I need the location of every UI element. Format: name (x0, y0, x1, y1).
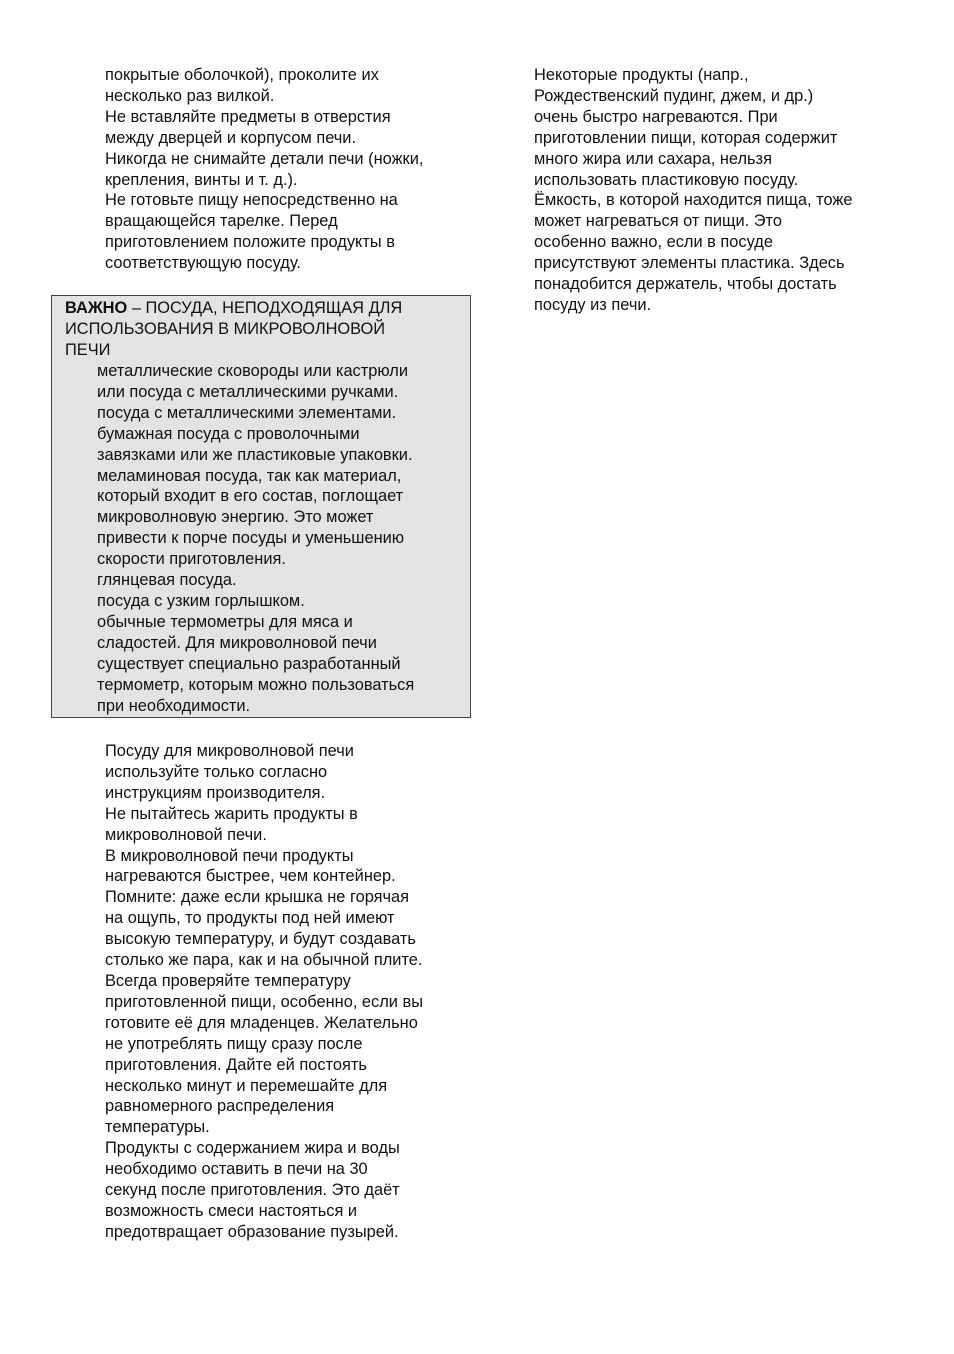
text-line: Не готовьте пищу непосредственно на (105, 191, 398, 210)
text-line: температуры. (105, 1118, 210, 1137)
warning-item-line: завязками или же пластиковые упаковки. (97, 445, 413, 464)
text-line: Посуду для микроволновой печи (105, 742, 354, 760)
text-line: готовите её для младенцев. Желательно (105, 1013, 418, 1032)
text-line: особенно важно, если в посуде (534, 233, 773, 252)
text-line: нагреваются быстрее, чем контейнер. (105, 867, 396, 886)
warning-item-line: существует специально разработанный (97, 654, 401, 673)
warning-item-line: сладостей. Для микроволновой печи (97, 633, 377, 652)
text-line: секунд после приготовления. Это даёт (105, 1181, 400, 1200)
text-line: микроволновой печи. (105, 825, 267, 844)
text-line: покрытые оболочкой), проколите их (105, 66, 379, 84)
warning-item-line: микроволновую энергию. Это может (97, 508, 374, 527)
warning-item-line: который входит в его состав, поглощает (97, 487, 404, 506)
text-line: инструкциям производителя. (105, 783, 326, 802)
text-line: столько же пара, как и на обычной плите. (105, 951, 423, 970)
text-line: много жира или сахара, нельзя (534, 149, 772, 168)
text-line: использовать пластиковую посуду. (534, 170, 799, 189)
text-line: Всегда проверяйте температуру (105, 971, 351, 990)
text-line: Не вставляйте предметы в отверстия (105, 107, 391, 126)
warning-title-line-3: ПЕЧИ (65, 340, 111, 359)
text-line: Не пытайтесь жарить продукты в (105, 804, 358, 823)
warning-item-line: бумажная посуда с проволочными (97, 424, 360, 443)
text-line: возможность смеси настояться и (105, 1201, 358, 1220)
warning-item-line: обычные термометры для мяса и (97, 612, 353, 631)
text-line: необходимо оставить в печи на 30 (105, 1160, 368, 1179)
warning-title-line-2: ИСПОЛЬЗОВАНИЯ В МИКРОВОЛНОВОЙ (65, 319, 386, 338)
warning-item-line: меламиновая посуда, так как материал, (97, 466, 402, 485)
text-line: присутствуют элементы пластика. Здесь (534, 254, 845, 273)
warning-title-bold: ВАЖНО (65, 299, 128, 317)
warning-title (65, 298, 402, 361)
warning-item-line: при необходимости. (97, 696, 251, 715)
text-line: понадобится держатель, чтобы достать (534, 275, 837, 294)
text-line: высокую температуру, и будут создавать (105, 930, 416, 949)
warning-item-line: металлические сковороды или кастрюли (97, 362, 409, 380)
text-line: Рождественский пудинг, джем, и др.) (534, 86, 814, 105)
left-column-bottom-text (105, 741, 423, 1243)
text-line: В микроволновой печи продукты (105, 846, 354, 865)
text-line: не употреблять пищу сразу после (105, 1034, 363, 1053)
text-line: Никогда не снимайте детали печи (ножки, (105, 149, 424, 168)
warning-item-line: или посуда с металлическими ручками. (97, 382, 399, 401)
left-column-top-text (105, 65, 423, 274)
warning-item-line: скорости приготовления. (97, 550, 286, 569)
warning-item-list (97, 361, 414, 716)
right-column-text (534, 65, 852, 316)
text-line: приготовленной пищи, особенно, если вы (105, 992, 424, 1011)
text-line: Продукты с содержанием жира и воды (105, 1139, 400, 1158)
warning-item-line: привести к порче посуды и уменьшению (97, 529, 405, 548)
text-line: крепления, винты и т. д.). (105, 170, 298, 189)
warning-item-line: глянцевая посуда. (97, 571, 237, 590)
text-line: соответствующую посуду. (105, 254, 301, 273)
text-line: между дверцей и корпусом печи. (105, 128, 357, 147)
text-line: Некоторые продукты (напр., (534, 66, 749, 84)
text-line: посуду из печи. (534, 295, 652, 314)
text-line: на ощупь, то продукты под ней имеют (105, 909, 395, 928)
text-line: Ёмкость, в которой находится пища, тоже (534, 191, 853, 210)
text-line: равномерного распределения (105, 1097, 335, 1116)
text-line: очень быстро нагреваются. При (534, 107, 778, 126)
warning-title-line-1 (65, 298, 402, 319)
text-line: приготовления. Дайте ей постоять (105, 1055, 367, 1074)
warning-title-rest: – ПОСУДА, НЕПОДХОДЯЩАЯ ДЛЯ (127, 299, 403, 317)
text-line: несколько минут и перемешайте для (105, 1076, 388, 1095)
warning-item-line: посуда с узким горлышком. (97, 591, 305, 610)
text-line: предотвращает образование пузырей. (105, 1222, 399, 1241)
text-line: приготовлении пищи, которая содержит (534, 128, 838, 147)
warning-box (51, 295, 471, 718)
text-line: вращающейся тарелке. Перед (105, 212, 338, 231)
text-line: Помните: даже если крышка не горячая (105, 888, 410, 907)
text-line: приготовлением положите продукты в (105, 233, 395, 252)
text-line: несколько раз вилкой. (105, 86, 275, 105)
warning-item-line: посуда с металлическими элементами. (97, 403, 397, 422)
text-line: может нагреваться от пищи. Это (534, 212, 782, 231)
warning-item-line: термометр, которым можно пользоваться (97, 675, 415, 694)
text-line: используйте только согласно (105, 762, 328, 781)
